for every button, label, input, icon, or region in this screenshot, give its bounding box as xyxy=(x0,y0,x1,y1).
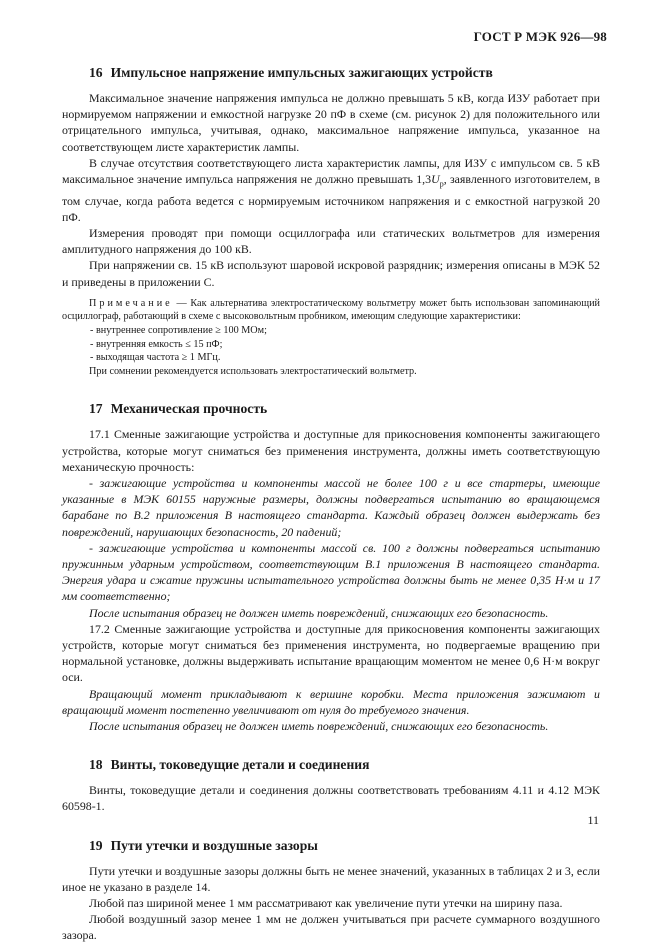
section-title: Пути утечки и воздушные зазоры xyxy=(110,837,318,853)
section-title: Винты, токоведущие детали и соединения xyxy=(110,757,370,773)
section-number: 17 xyxy=(89,401,103,417)
italic-paragraph: - зажигающие устройства и компоненты массой не более 100 г и все стартеры, имеющие указанные в МЭК 60155 наружные размеры, должны подвергаться испытанию во вращающемся барабане по В.2 приложения В настоящего стандарта. Каждый образец должен выдержать без повреждений, нарушающих безопасность, 20 падений; xyxy=(62,475,600,539)
section-19-heading xyxy=(89,837,600,855)
paragraph: Винты, токоведущие детали и соединения должны соответствовать требованиям 4.11 и 4.12 МЭК 60598-1. xyxy=(62,783,600,814)
section-number: 16 xyxy=(89,65,103,80)
text-run: , заявленного изготовителем, в том случае, когда работа ведется с нормируемым источником напряжения и с емкостной нагрузкой 20 пФ. xyxy=(62,172,600,224)
paragraph: 17.2 Сменные зажигающие устройства и доступные для прикосновения компоненты зажигающих устройств, которые могут сниматься без применения инструмента, но подвергаемые вращению при нормальной установке, должны выдерживать испытание вращающим моментом не менее 0,6 Н·м вокруг оси. xyxy=(62,621,600,685)
section-number: 19 xyxy=(89,837,103,853)
note-closing: При сомнении рекомендуется использовать электростатический вольтметр. xyxy=(89,365,417,377)
section-title: Механическая прочность xyxy=(110,401,268,417)
page-number: 11 xyxy=(587,813,599,827)
paragraph: 17.1 Сменные зажигающие устройства и доступные для прикосновения компоненты зажигающего устройства, которые могут сниматься без применения инструмента, должны иметь соответствующую механическую прочность: xyxy=(62,427,600,474)
standard-header: ГОСТ Р МЭК 926—98 xyxy=(473,29,607,44)
italic-paragraph: Вращающий момент прикладывают к вершине коробки. Места приложения зажимают и вращающий момент постепенно увеличивают от нуля до требуемого значения. xyxy=(62,686,600,717)
subscript-p: p xyxy=(439,179,444,189)
italic-paragraph: После испытания образец не должен иметь повреждений, снижающих его безопасность. xyxy=(89,605,549,620)
italic-paragraph: После испытания образец не должен иметь повреждений, снижающих его безопасность. xyxy=(89,719,549,734)
note-paragraph xyxy=(62,297,600,324)
page-content xyxy=(62,60,600,944)
section-number: 18 xyxy=(89,757,103,773)
note-label: Примечание xyxy=(89,297,173,309)
section-18-heading xyxy=(89,756,600,774)
paragraph: Любой воздушный зазор менее 1 мм не должен учитываться при расчете суммарного воздушного зазора. xyxy=(62,912,600,943)
paragraph: Пути утечки и воздушные зазоры должны быть не менее значений, указанных в таблицах 2 и 3, если иное не указано в разделе 14. xyxy=(62,863,600,894)
symbol-u: U xyxy=(431,172,440,187)
section-title: Импульсное напряжение импульсных зажигающих устройств xyxy=(110,65,493,80)
note-item: - внутреннее сопротивление ≥ 100 МОм; xyxy=(62,324,600,338)
paragraph: Любой паз шириной менее 1 мм рассматривают как увеличение пути утечки на ширину паза. xyxy=(89,896,563,911)
paragraph: Максимальное значение напряжения импульса не должно превышать 5 кВ, когда ИЗУ работает при нормируемом напряжении и емкостной нагрузке 20 пФ в схеме (см. рисунок 2) для положительного или отрицательного импульса, учитывая, однако, максимальное напряжение импульса, указанное на соответствующем листе характеристик лампы. xyxy=(62,91,600,154)
note-block xyxy=(62,297,600,379)
text-run: В случае отсутствия соответствующего листа характеристик лампы, для ИЗУ с импульсом св. 5 кВ максимальное значение импульса напряжения не должно превышать 1,3 xyxy=(62,155,600,187)
note-text: — Как альтернатива электростатическому вольтметру может быть использован запоминающий осциллограф, работающий в схеме с высоковольтным пробником, имеющим следующие характеристики: xyxy=(62,297,600,323)
paragraph: При напряжении св. 15 кВ используют шаровой искровой разрядник; измерения описаны в МЭК 52 и приведены в приложении С. xyxy=(62,258,600,289)
italic-paragraph: - зажигающие устройства и компоненты массой св. 100 г должны подвергаться испытанию пружинным ударным устройством, соответствующим В.1 приложения В настоящего стандарта. Энергия удара и сжатие пружины испытательного устройства должны быть не менее 0,35 Н·м и 17 мм соответственно; xyxy=(62,540,600,604)
section-16-heading xyxy=(89,64,600,82)
paragraph: Измерения проводят при помощи осциллографа или статических вольтметров для измерения амплитудного напряжения до 100 кВ. xyxy=(62,226,600,257)
section-17-heading xyxy=(89,400,600,418)
note-item: - внутренняя емкость ≤ 15 пФ; xyxy=(62,338,600,352)
note-item: - выходящая частота ≥ 1 МГц. xyxy=(62,351,600,365)
paragraph xyxy=(62,155,600,225)
